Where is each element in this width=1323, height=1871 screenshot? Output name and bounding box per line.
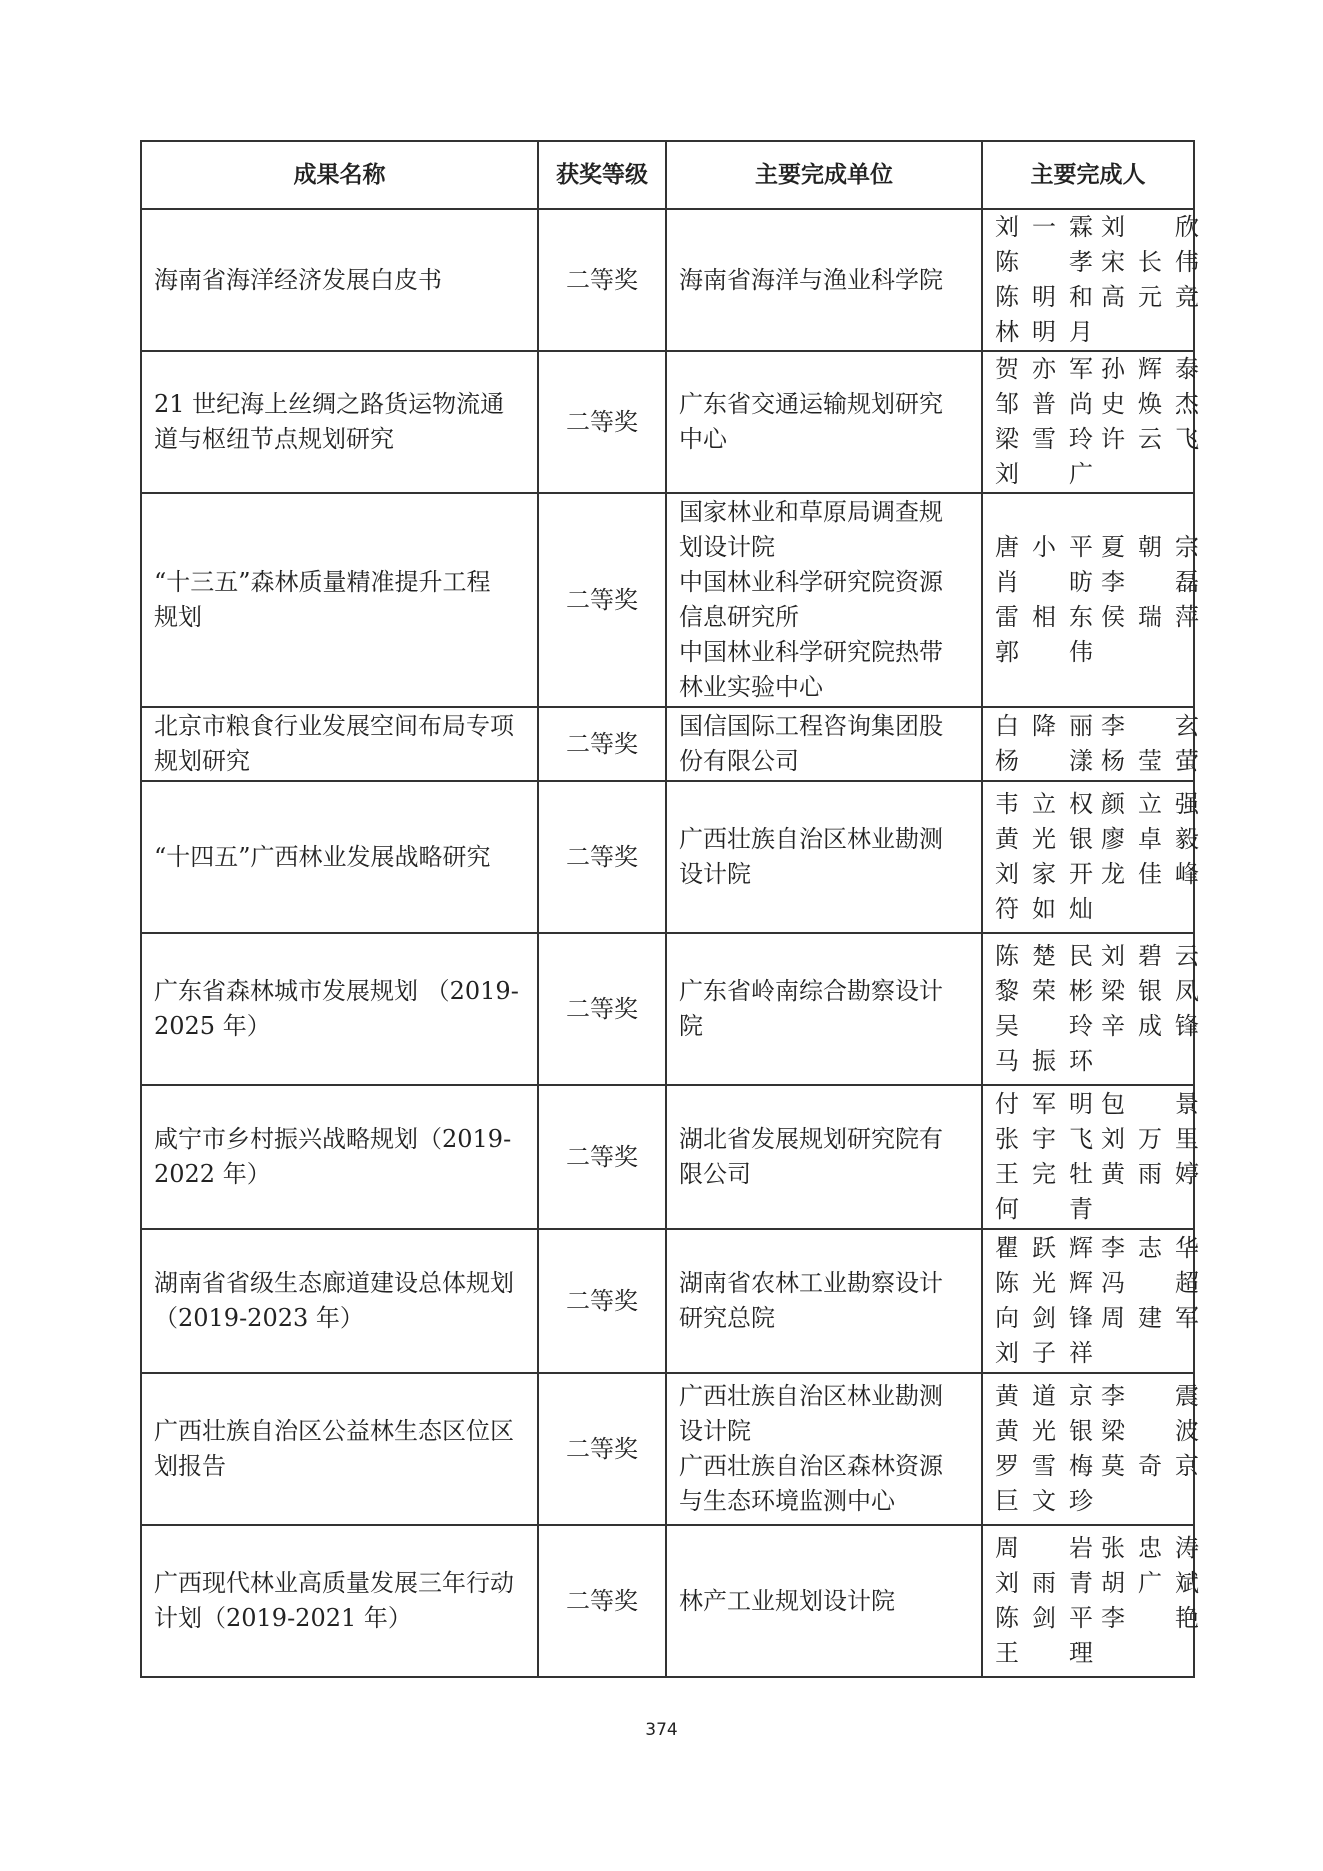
person-name: 刘碧云 xyxy=(1101,942,1199,970)
person-name: 刘雨青 xyxy=(995,1569,1093,1597)
main-people-cell xyxy=(982,933,1199,1085)
people-line xyxy=(995,1231,1199,1266)
person-name: 陈光辉 xyxy=(995,1269,1093,1297)
achievement-name-cell xyxy=(141,1229,538,1373)
award-level-cell: 二等奖 xyxy=(538,707,666,781)
achievement-name-line: “十四五”广西林业发展战略研究 xyxy=(154,842,491,871)
person-name: 巨文珍 xyxy=(995,1487,1093,1515)
people-line xyxy=(995,822,1199,857)
achievement-name-cell xyxy=(141,933,538,1085)
person-name: 龙佳峰 xyxy=(1101,860,1199,888)
achievement-name-line: 湖南省省级生态廊道建设总体规划 xyxy=(154,1269,514,1297)
table-row xyxy=(141,1525,1194,1677)
table-row xyxy=(141,933,1194,1085)
main-unit-line: 广东省交通运输规划研究 xyxy=(679,390,943,418)
people-line xyxy=(995,1414,1199,1449)
achievement-name-cell xyxy=(141,1085,538,1229)
main-unit-cell xyxy=(666,1525,982,1677)
table-row xyxy=(141,1373,1194,1525)
main-unit-line: 广西壮族自治区林业勘测 xyxy=(679,825,943,853)
people-line xyxy=(995,1122,1199,1157)
achievement-name-line: （2019-2023 年） xyxy=(154,1304,364,1332)
person-name: 郭 伟 xyxy=(995,638,1093,666)
main-unit-line: 广东省岭南综合勘察设计 xyxy=(679,977,943,1005)
main-unit-line: 中国林业科学研究院热带 xyxy=(679,638,943,666)
person-name: 刘子祥 xyxy=(995,1339,1093,1367)
main-unit-cell xyxy=(666,209,982,351)
people-line xyxy=(995,315,1181,350)
people-line xyxy=(995,565,1199,600)
person-name: 李 震 xyxy=(1101,1382,1199,1410)
main-unit-cell xyxy=(666,933,982,1085)
people-line xyxy=(995,387,1199,422)
header-main-people: 主要完成人 xyxy=(982,141,1194,209)
people-line xyxy=(995,1336,1181,1371)
people-line xyxy=(995,1484,1181,1519)
person-name: 高元竞 xyxy=(1101,283,1199,311)
award-level-cell: 二等奖 xyxy=(538,1373,666,1525)
award-level-cell: 二等奖 xyxy=(538,781,666,933)
people-line xyxy=(995,857,1199,892)
person-name: 韦立权 xyxy=(995,790,1093,818)
table-row xyxy=(141,493,1194,707)
main-unit-cell xyxy=(666,493,982,707)
achievement-name-line: 广东省森林城市发展规划 （2019- xyxy=(154,977,519,1005)
achievement-name-cell xyxy=(141,1373,538,1525)
person-name: 宋长伟 xyxy=(1101,248,1199,276)
people-line xyxy=(995,1379,1199,1414)
people-line xyxy=(995,1566,1199,1601)
main-unit-cell xyxy=(666,1373,982,1525)
main-unit-line: 信息研究所 xyxy=(679,603,799,631)
page-number: 374 xyxy=(645,1720,678,1740)
achievement-name-line: 道与枢纽节点规划研究 xyxy=(154,425,394,453)
people-line xyxy=(995,245,1199,280)
person-name: 颜立强 xyxy=(1101,790,1199,818)
main-unit-line: 中心 xyxy=(679,425,727,453)
people-line xyxy=(995,210,1199,245)
main-unit-line: 广西壮族自治区森林资源 xyxy=(679,1452,943,1480)
main-people-cell xyxy=(982,1229,1199,1373)
main-unit-line: 海南省海洋与渔业科学院 xyxy=(679,265,943,294)
main-people-cell xyxy=(982,493,1199,707)
person-name: 孙辉泰 xyxy=(1101,355,1199,383)
award-level-cell: 二等奖 xyxy=(538,1085,666,1229)
people-line xyxy=(995,744,1199,779)
main-unit-line: 广西壮族自治区林业勘测 xyxy=(679,1382,943,1410)
main-people-cell xyxy=(982,781,1199,933)
person-name: 梁雪玲 xyxy=(995,425,1093,453)
achievement-name-line: 咸宁市乡村振兴战略规划（2019- xyxy=(154,1125,512,1153)
person-name: 包 景 xyxy=(1101,1090,1199,1118)
achievement-name-line: 划报告 xyxy=(154,1452,226,1480)
people-line xyxy=(995,1044,1181,1079)
people-line xyxy=(995,939,1199,974)
person-name: 向剑锋 xyxy=(995,1304,1093,1332)
main-people-cell xyxy=(982,1373,1199,1525)
people-line xyxy=(995,1087,1199,1122)
person-name: 李 艳 xyxy=(1101,1604,1199,1632)
achievement-name-cell xyxy=(141,493,538,707)
person-name: 邹普尚 xyxy=(995,390,1093,418)
main-people-cell xyxy=(982,1525,1199,1677)
achievement-name-cell xyxy=(141,707,538,781)
people-line xyxy=(995,600,1199,635)
main-unit-line: 与生态环境监测中心 xyxy=(679,1487,895,1515)
person-name: 白降丽 xyxy=(995,712,1093,740)
people-line xyxy=(995,457,1181,492)
person-name: 王 理 xyxy=(995,1639,1093,1667)
people-line xyxy=(995,892,1181,927)
person-name: 许云飞 xyxy=(1101,425,1199,453)
main-unit-line: 林产工业规划设计院 xyxy=(679,1586,895,1615)
person-name: 张忠涛 xyxy=(1101,1534,1199,1562)
main-unit-line: 设计院 xyxy=(679,860,751,888)
table-row xyxy=(141,1229,1194,1373)
achievement-name-line: 北京市粮食行业发展空间布局专项 xyxy=(154,712,514,740)
person-name: 黄光银 xyxy=(995,825,1093,853)
person-name: 林明月 xyxy=(995,318,1093,346)
person-name: 李 磊 xyxy=(1101,568,1199,596)
achievement-name-line: 2022 年） xyxy=(154,1160,271,1188)
main-unit-line: 份有限公司 xyxy=(679,747,799,775)
table-header-row xyxy=(141,141,1194,209)
achievement-name-line: 规划研究 xyxy=(154,747,250,775)
achievement-name-line: 计划（2019-2021 年） xyxy=(154,1604,412,1632)
achievement-name-line: 海南省海洋经济发展白皮书 xyxy=(154,265,442,294)
achievement-name-cell xyxy=(141,1525,538,1677)
header-main-unit: 主要完成单位 xyxy=(666,141,982,209)
header-achievement-name: 成果名称 xyxy=(141,141,538,209)
main-people-cell xyxy=(982,209,1199,351)
achievement-name-cell xyxy=(141,209,538,351)
person-name: 刘 广 xyxy=(995,460,1093,488)
person-name: 梁银凤 xyxy=(1101,977,1199,1005)
table-row xyxy=(141,1085,1194,1229)
person-name: 刘万里 xyxy=(1101,1125,1199,1153)
person-name: 黎荣彬 xyxy=(995,977,1093,1005)
person-name: 周 岩 xyxy=(995,1534,1093,1562)
person-name: 杨 漾 xyxy=(995,747,1093,775)
main-unit-cell xyxy=(666,351,982,493)
person-name: 吴 玲 xyxy=(995,1012,1093,1040)
person-name: 黄光银 xyxy=(995,1417,1093,1445)
awards-table xyxy=(140,140,1199,1678)
main-people-cell xyxy=(982,707,1199,781)
people-line xyxy=(995,709,1199,744)
main-unit-line: 设计院 xyxy=(679,1417,751,1445)
person-name: 廖卓毅 xyxy=(1101,825,1199,853)
people-line xyxy=(995,1449,1199,1484)
person-name: 陈 孝 xyxy=(995,248,1093,276)
achievement-name-line: 规划 xyxy=(154,603,202,631)
header-award-level: 获奖等级 xyxy=(538,141,666,209)
achievement-name-line: 广西壮族自治区公益林生态区位区 xyxy=(154,1417,514,1445)
people-line xyxy=(995,1301,1199,1336)
main-unit-line: 院 xyxy=(679,1012,703,1040)
person-name: 史焕杰 xyxy=(1101,390,1199,418)
main-unit-line: 限公司 xyxy=(679,1160,751,1188)
people-line xyxy=(995,352,1199,387)
achievement-name-line: 21 世纪海上丝绸之路货运物流通 xyxy=(154,390,505,418)
people-line xyxy=(995,1531,1199,1566)
main-unit-cell xyxy=(666,781,982,933)
award-level-cell: 二等奖 xyxy=(538,351,666,493)
person-name: 黄雨婷 xyxy=(1101,1160,1199,1188)
people-line xyxy=(995,635,1181,670)
person-name: 罗雪梅 xyxy=(995,1452,1093,1480)
table-row xyxy=(141,209,1194,351)
person-name: 辛成锋 xyxy=(1101,1012,1199,1040)
award-level-cell: 二等奖 xyxy=(538,493,666,707)
people-line xyxy=(995,1636,1181,1671)
person-name: 刘家开 xyxy=(995,860,1093,888)
main-unit-line: 划设计院 xyxy=(679,533,775,561)
person-name: 符如灿 xyxy=(995,895,1093,923)
people-line xyxy=(995,1266,1199,1301)
main-unit-cell xyxy=(666,1229,982,1373)
achievement-name-line: 2025 年） xyxy=(154,1012,271,1040)
person-name: 刘 欣 xyxy=(1101,213,1199,241)
table-row xyxy=(141,351,1194,493)
person-name: 贺亦军 xyxy=(995,355,1093,383)
person-name: 莫奇京 xyxy=(1101,1452,1199,1480)
main-people-cell xyxy=(982,1085,1199,1229)
main-unit-line: 中国林业科学研究院资源 xyxy=(679,568,943,596)
people-line xyxy=(995,422,1199,457)
person-name: 杨莹萤 xyxy=(1101,747,1199,775)
person-name: 瞿跃辉 xyxy=(995,1234,1093,1262)
person-name: 雷相东 xyxy=(995,603,1093,631)
award-level-cell: 二等奖 xyxy=(538,209,666,351)
main-people-cell xyxy=(982,351,1199,493)
people-line xyxy=(995,1192,1181,1227)
person-name: 夏朝宗 xyxy=(1101,533,1199,561)
people-line xyxy=(995,974,1199,1009)
people-line xyxy=(995,1601,1199,1636)
person-name: 李 玄 xyxy=(1101,712,1199,740)
award-level-cell: 二等奖 xyxy=(538,933,666,1085)
main-unit-cell xyxy=(666,707,982,781)
people-line xyxy=(995,1157,1199,1192)
achievement-name-line: 广西现代林业高质量发展三年行动 xyxy=(154,1569,514,1597)
main-unit-line: 湖北省发展规划研究院有 xyxy=(679,1125,943,1153)
person-name: 王完牡 xyxy=(995,1160,1093,1188)
person-name: 马振环 xyxy=(995,1047,1093,1075)
person-name: 陈楚民 xyxy=(995,942,1093,970)
achievement-name-line: “十三五”森林质量精准提升工程 xyxy=(154,568,491,596)
person-name: 冯 超 xyxy=(1101,1269,1199,1297)
main-unit-line: 林业实验中心 xyxy=(679,673,823,701)
person-name: 李志华 xyxy=(1101,1234,1199,1262)
people-line xyxy=(995,280,1199,315)
people-line xyxy=(995,787,1199,822)
person-name: 张宇飞 xyxy=(995,1125,1093,1153)
award-level-cell: 二等奖 xyxy=(538,1229,666,1373)
table-row xyxy=(141,707,1194,781)
main-unit-line: 研究总院 xyxy=(679,1304,775,1332)
main-unit-line: 国家林业和草原局调查规 xyxy=(679,498,943,526)
table-body xyxy=(141,209,1199,1677)
person-name: 唐小平 xyxy=(995,533,1093,561)
people-line xyxy=(995,1009,1199,1044)
table-row xyxy=(141,781,1194,933)
person-name: 侯瑞萍 xyxy=(1101,603,1199,631)
person-name: 何 青 xyxy=(995,1195,1093,1223)
person-name: 黄道京 xyxy=(995,1382,1093,1410)
main-unit-line: 国信国际工程咨询集团股 xyxy=(679,712,943,740)
person-name: 陈剑平 xyxy=(995,1604,1093,1632)
achievement-name-cell xyxy=(141,351,538,493)
person-name: 刘一霖 xyxy=(995,213,1093,241)
person-name: 肖 昉 xyxy=(995,568,1093,596)
person-name: 陈明和 xyxy=(995,283,1093,311)
main-unit-cell xyxy=(666,1085,982,1229)
achievement-name-cell xyxy=(141,781,538,933)
people-line xyxy=(995,530,1199,565)
person-name: 周建军 xyxy=(1101,1304,1199,1332)
main-unit-line: 湖南省农林工业勘察设计 xyxy=(679,1269,943,1297)
award-level-cell: 二等奖 xyxy=(538,1525,666,1677)
person-name: 付军明 xyxy=(995,1090,1093,1118)
person-name: 胡广斌 xyxy=(1101,1569,1199,1597)
person-name: 梁 波 xyxy=(1101,1417,1199,1445)
